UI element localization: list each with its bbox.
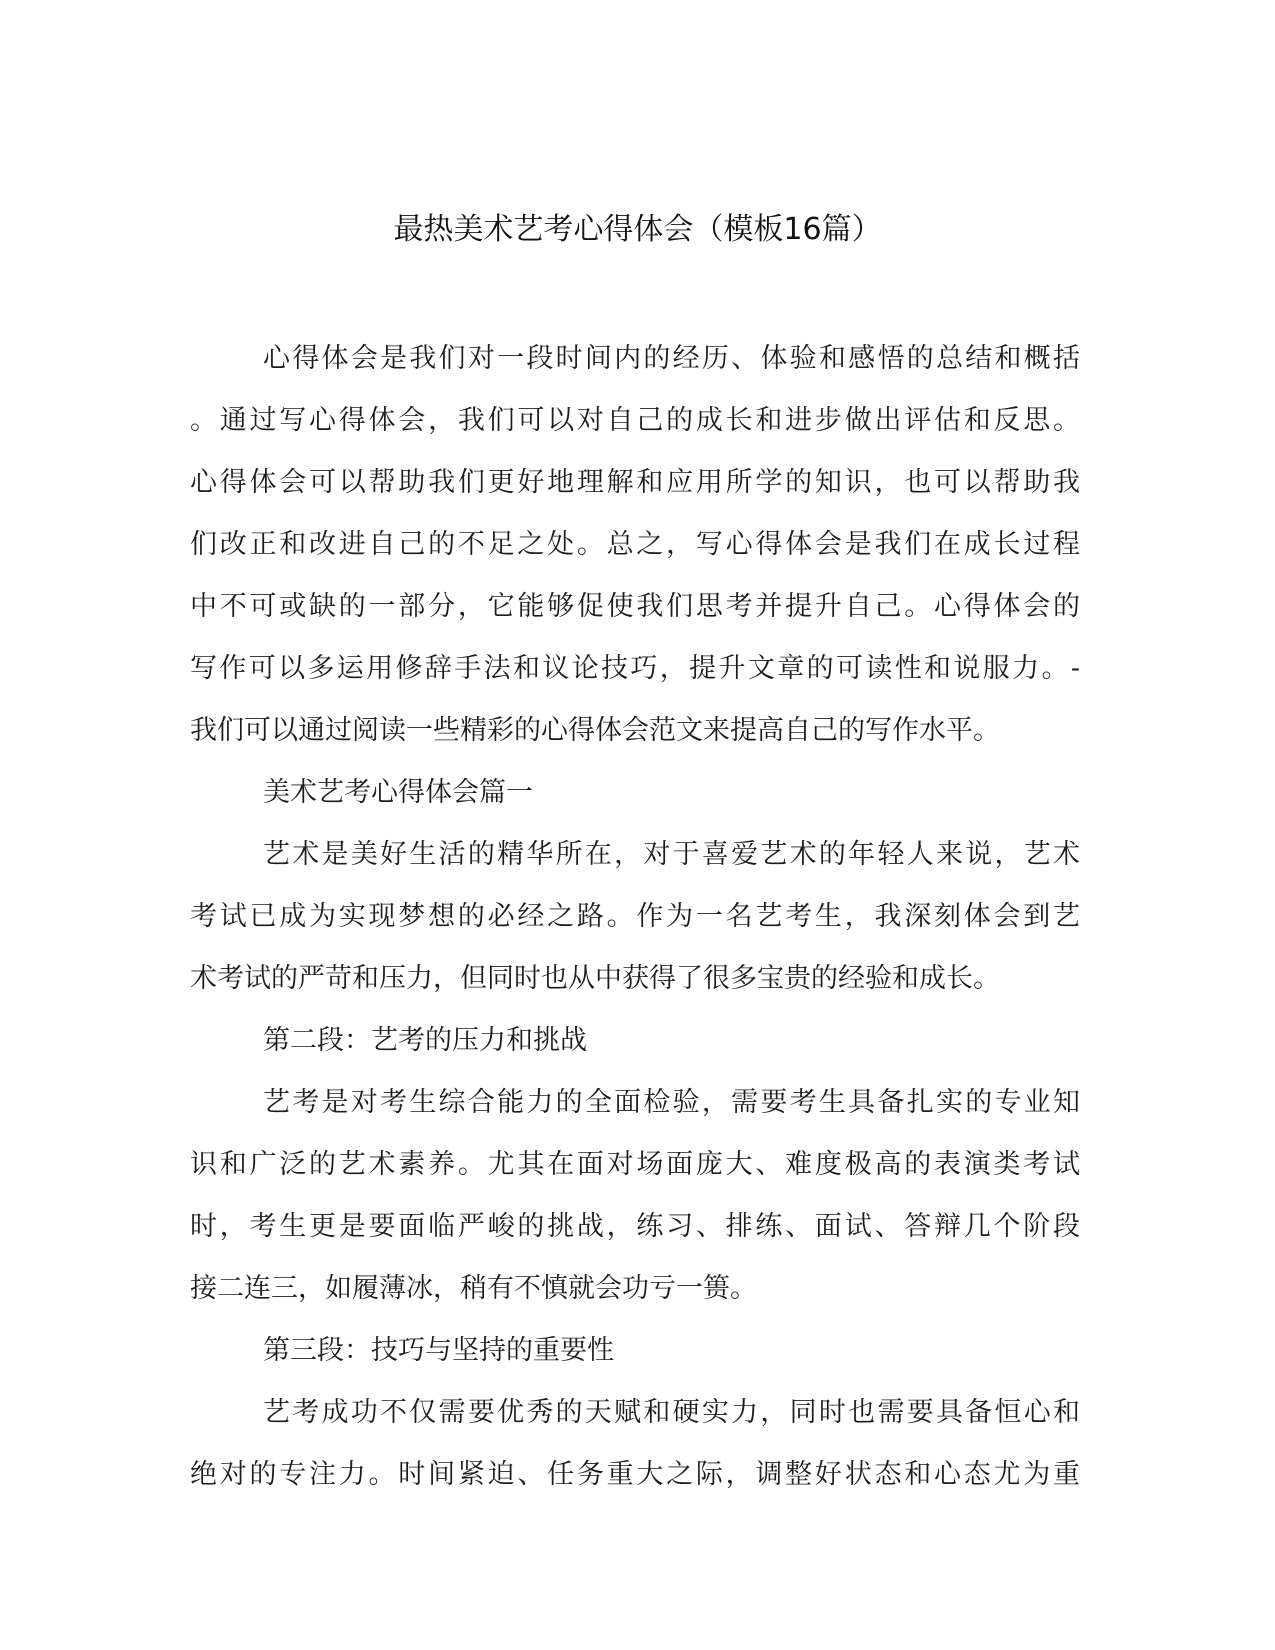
section-heading: 第三段：技巧与坚持的重要性 <box>263 1335 614 1366</box>
paragraph-line: 绝对的专注力。时间紧迫、任务重大之际，调整好状态和心态尤为重 <box>190 1459 1080 1490</box>
document-title: 最热美术艺考心得体会（模板16篇） <box>393 212 882 247</box>
paragraph-line: 识和广泛的艺术素养。尤其在面对场面庞大、难度极高的表演类考试 <box>190 1149 1080 1180</box>
paragraph-line: 心得体会可以帮助我们更好地理解和应用所学的知识，也可以帮助我 <box>190 467 1080 498</box>
paragraph-line: 们改正和改进自己的不足之处。总之，写心得体会是我们在成长过程 <box>190 529 1080 560</box>
paragraph-line: 艺考是对考生综合能力的全面检验，需要考生具备扎实的专业知 <box>263 1087 1080 1118</box>
paragraph-line: 接二连三，如履薄冰，稍有不慎就会功亏一篑。 <box>190 1273 757 1304</box>
paragraph-line: 。通过写心得体会，我们可以对自己的成长和进步做出评估和反思。 <box>190 405 1080 436</box>
paragraph-line: 时，考生更是要面临严峻的挑战，练习、排练、面试、答辩几个阶段 <box>190 1211 1080 1242</box>
document-body <box>190 328 1080 1506</box>
paragraph-line: 考试已成为实现梦想的必经之路。作为一名艺考生，我深刻体会到艺 <box>190 901 1080 932</box>
paragraph-line: 艺考成功不仅需要优秀的天赋和硬实力，同时也需要具备恒心和 <box>263 1397 1080 1428</box>
paragraph-line: 写作可以多运用修辞手法和议论技巧，提升文章的可读性和说服力。- <box>190 653 1080 684</box>
section-heading: 第二段：艺考的压力和挑战 <box>263 1025 587 1056</box>
paragraph-line: 中不可或缺的一部分，它能够促使我们思考并提升自己。心得体会的 <box>190 591 1080 622</box>
paragraph-line: 艺术是美好生活的精华所在，对于喜爱艺术的年轻人来说，艺术 <box>263 839 1080 870</box>
paragraph-line: 心得体会是我们对一段时间内的经历、体验和感悟的总结和概括 <box>263 343 1080 374</box>
paragraph-line: 我们可以通过阅读一些精彩的心得体会范文来提高自己的写作水平。 <box>190 715 1000 746</box>
paragraph-line: 术考试的严苛和压力，但同时也从中获得了很多宝贵的经验和成长。 <box>190 963 1000 994</box>
section-heading: 美术艺考心得体会篇一 <box>263 777 533 808</box>
